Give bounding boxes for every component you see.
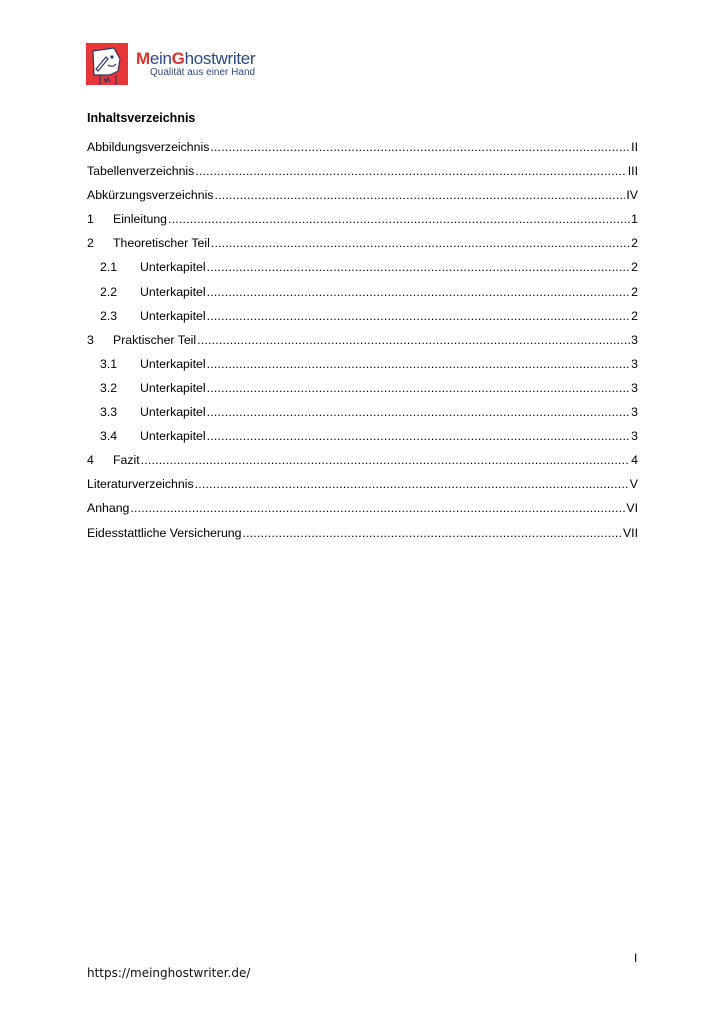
toc-dot-leader: [207, 381, 631, 395]
toc-dot-leader: [242, 526, 621, 540]
toc-entry-page: 2: [631, 308, 638, 323]
toc-dot-leader: [168, 212, 630, 226]
toc-entry[interactable]: [87, 405, 638, 429]
toc-entry-label: Tabellenverzeichnis: [87, 164, 195, 179]
toc-entry[interactable]: [87, 477, 638, 501]
brand-name: MeinGhostwriter: [136, 49, 256, 68]
toc-dot-leader: [141, 453, 631, 467]
toc-entry[interactable]: [87, 164, 638, 188]
toc-entry[interactable]: [87, 309, 638, 333]
toc-entry[interactable]: [87, 453, 638, 477]
toc-entry-label: Unterkapitel: [140, 284, 206, 299]
toc-entry-label: Fazit: [113, 453, 140, 468]
toc-entry[interactable]: [87, 285, 638, 309]
toc-entry[interactable]: [87, 381, 638, 405]
toc-entry-label: Unterkapitel: [140, 380, 206, 395]
toc-entry-page: 4: [631, 453, 638, 468]
toc-entry-number: 2.1: [100, 260, 118, 275]
toc-dot-leader: [207, 309, 631, 323]
toc-entry-page: 3: [631, 380, 638, 395]
toc-entry-page: II: [631, 140, 638, 154]
toc-entry[interactable]: [87, 260, 638, 284]
toc-entry[interactable]: [87, 357, 638, 381]
toc-entry-page: VI: [626, 501, 638, 516]
toc-dot-leader: [207, 285, 631, 299]
toc-entry-number: 3.2: [100, 380, 118, 395]
toc-dot-leader: [214, 188, 625, 202]
toc-entry-label: Einleitung: [113, 212, 168, 227]
toc-entry-page: III: [627, 164, 638, 179]
toc-entry-label: Unterkapitel: [140, 260, 206, 275]
toc-entry-number: 1: [87, 212, 94, 227]
footer-url: https://meinghostwriter.de/: [87, 966, 251, 980]
toc-dot-leader: [211, 236, 630, 250]
brand-tagline: Qualität aus einer Hand: [150, 67, 256, 78]
toc-entry-number: 3.1: [100, 356, 118, 371]
toc-entry[interactable]: [87, 212, 638, 236]
toc-entry-label: Abkürzungsverzeichnis: [87, 188, 214, 203]
toc-entry-number: 3: [87, 332, 94, 347]
toc-entry-page: 3: [631, 356, 638, 371]
toc-entry-label: Unterkapitel: [140, 308, 206, 323]
toc-dot-leader: [130, 501, 625, 515]
toc-entry-number: 2: [87, 236, 94, 251]
toc-dot-leader: [207, 260, 631, 274]
toc-dot-leader: [197, 333, 630, 347]
toc-title: Inhaltsverzeichnis: [87, 111, 196, 125]
toc-entry-number: 3.4: [100, 429, 118, 444]
toc-dot-leader: [195, 477, 629, 491]
toc-dot-leader: [207, 429, 631, 443]
toc-entry-label: Abbildungsverzeichnis: [87, 140, 210, 154]
toc-entry[interactable]: [87, 501, 638, 525]
toc-entry-page: 3: [631, 429, 638, 444]
toc-entry[interactable]: [87, 140, 638, 164]
toc-entry-number: 3.3: [100, 405, 118, 420]
toc-entry[interactable]: [87, 236, 638, 260]
toc-dot-leader: [207, 357, 631, 371]
toc-entry-page: 2: [631, 284, 638, 299]
toc-entry-label: Literaturverzeichnis: [87, 477, 194, 492]
toc-entry-page: 3: [631, 405, 638, 420]
toc-entry-label: Praktischer Teil: [113, 332, 197, 347]
table-of-contents: [87, 140, 638, 550]
toc-entry-page: 3: [631, 332, 638, 347]
toc-entry-number: 4: [87, 453, 94, 468]
toc-entry-page: 2: [631, 260, 638, 275]
page-number: I: [634, 951, 638, 965]
toc-entry[interactable]: [87, 333, 638, 357]
toc-entry[interactable]: [87, 429, 638, 453]
toc-entry[interactable]: [87, 188, 638, 212]
toc-entry-label: Unterkapitel: [140, 356, 206, 371]
toc-entry-number: 2.3: [100, 308, 118, 323]
toc-entry-label: Unterkapitel: [140, 429, 206, 444]
toc-entry-page: 1: [631, 212, 638, 227]
toc-entry-page: V: [629, 477, 638, 492]
toc-entry-number: 2.2: [100, 284, 118, 299]
toc-dot-leader: [207, 405, 631, 419]
toc-entry-page: IV: [626, 188, 638, 203]
toc-dot-leader: [210, 140, 630, 154]
toc-entry-page: 2: [631, 236, 638, 251]
toc-entry-label: Eidesstattliche Versicherung: [87, 525, 242, 540]
logo: [86, 42, 255, 86]
toc-entry-label: Unterkapitel: [140, 405, 206, 420]
ghostwriter-face-pen-icon: [86, 43, 128, 85]
toc-entry-label: Theoretischer Teil: [113, 236, 210, 251]
toc-dot-leader: [195, 164, 626, 178]
toc-entry-label: Anhang: [87, 501, 130, 516]
toc-entry-page: VII: [622, 525, 638, 540]
toc-entry[interactable]: [87, 526, 638, 550]
